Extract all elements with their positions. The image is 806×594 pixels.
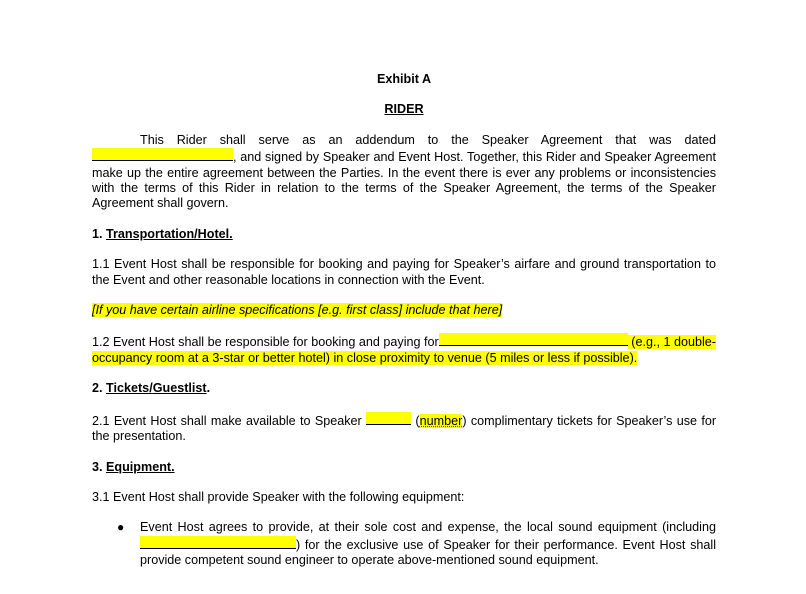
clause-2-1-text-2: complimentary tickets for Speaker’s use for the presentation.	[92, 413, 717, 444]
equipment-bullet-item	[92, 520, 716, 568]
airline-note-text: [If you have certain airline specifications [e.g. first class] include that here]	[92, 303, 503, 318]
exhibit-title: Exhibit A	[376, 72, 432, 86]
clause-1-2	[92, 333, 716, 366]
clause-1-2-text-1: 1.2 Event Host shall be responsible for booking and paying for	[92, 335, 439, 350]
bullet-icon: ●	[117, 520, 125, 535]
section-1-title: Transportation/Hotel.	[106, 226, 233, 241]
intro-text-1: This Rider shall serve as an addendum to the Speaker Agreement that was dated	[140, 132, 716, 147]
clause-2-1-paren-close: )	[462, 413, 467, 428]
tickets-blank-field[interactable]	[366, 412, 411, 425]
clause-2-1	[92, 412, 716, 445]
airline-note	[92, 303, 716, 318]
clause-1-2-text-2: (e.g., 1 double-occupancy room at a 3-star or better hotel) in close proximity to venue (5 miles or less if possible).	[92, 335, 717, 365]
hotel-blank-field[interactable]	[439, 333, 628, 346]
rider-title: RIDER	[384, 102, 424, 117]
section-1-heading	[92, 227, 716, 242]
clause-3-1: 3.1 Event Host shall provide Speaker with the following equipment:	[92, 489, 465, 504]
clause-1-1: 1.1 Event Host shall be responsible for booking and paying for Speaker’s airfare and ground transportation to the Event and other reasonable locations in connection with the Event.	[92, 257, 716, 287]
date-blank-field[interactable]	[92, 148, 233, 161]
bullet-1-text-1: Event Host agrees to provide, at their sole cost and expense, the local sound equipment (including	[140, 520, 716, 535]
section-2-title-end: .	[206, 381, 211, 396]
section-2-number: 2.	[92, 381, 103, 396]
clause-2-1-text-1: 2.1 Event Host shall make available to Speaker	[92, 413, 362, 428]
section-3-number: 3.	[92, 459, 103, 474]
section-3-heading	[92, 460, 716, 475]
tickets-number-placeholder: number	[419, 413, 463, 428]
sound-equipment-blank-field[interactable]	[140, 536, 296, 549]
intro-paragraph	[92, 133, 716, 212]
clause-2-1-paren-open: (	[415, 413, 420, 428]
section-1-number: 1.	[92, 226, 103, 241]
document-page	[92, 70, 716, 569]
section-2-title-a: Tickets/	[106, 381, 153, 396]
bullet-1-text-2: ) for the exclusive use of Speaker for their performance. Event Host shall provide competent sound engineer to operate above-mentioned sound equipment.	[140, 537, 716, 568]
section-3-title: Equipment.	[106, 459, 175, 474]
section-2-title-b: Guestlist	[152, 381, 207, 396]
section-2-heading	[92, 381, 716, 396]
intro-text-2: , and signed by Speaker and Event Host. Together, this Rider and Speaker Agreement make up the entire agreement between the Parties. In the event there is ever any problems or inconsistencies with the terms of this Rider in relation to the terms of the Speaker Agreement, the terms of the Speaker Agreement shall govern.	[92, 150, 716, 211]
